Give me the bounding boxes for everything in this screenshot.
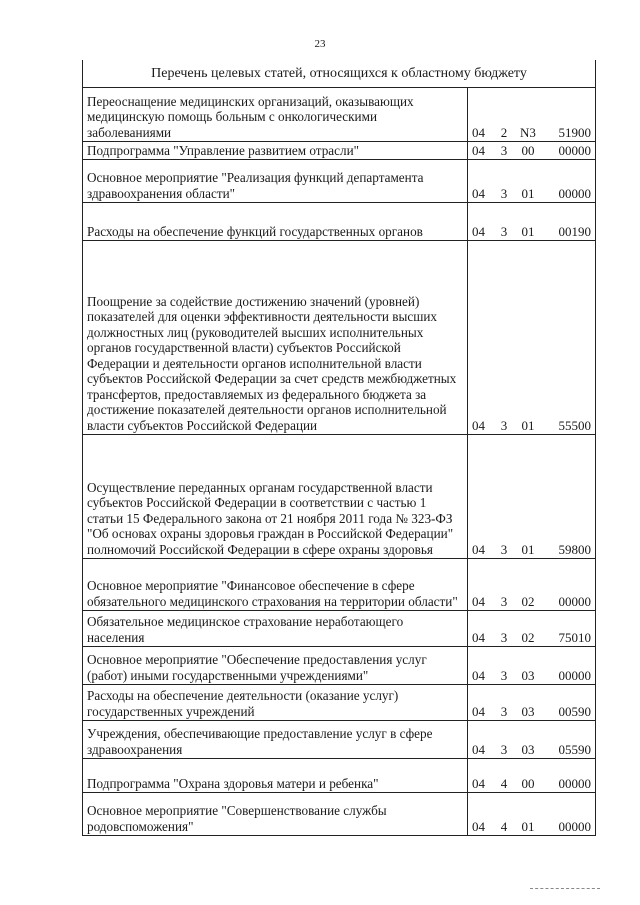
row-code [468,611,595,646]
code-event: 02 [521,630,535,645]
code-event: 01 [521,819,535,834]
code-program: 04 [472,418,485,433]
row-code [468,88,595,141]
scan-corner-mark [530,888,600,893]
code-subprogram: 3 [500,594,508,609]
row-description: Основное мероприятие "Обеспечение предоставления услуг (работ) иными государственными учреждениями" [83,647,468,684]
code-event: 00 [521,143,535,158]
code-program: 04 [472,819,485,834]
table-row [83,559,595,611]
code-direction: 00000 [558,143,591,158]
code-event: N3 [520,125,536,140]
row-description: Обязательное медицинское страхование неработающего населения [83,611,468,646]
code-program: 04 [472,776,485,791]
table-row [83,611,595,647]
code-subprogram: 3 [500,704,508,719]
code-event: 01 [521,542,535,557]
table-row [83,793,595,835]
row-code [468,203,595,240]
row-description: Расходы на обеспечение деятельности (оказание услуг) государственных учреждений [83,685,468,720]
code-event: 03 [521,668,535,683]
row-description: Расходы на обеспечение функций государственных органов [83,203,468,240]
code-program: 04 [472,594,485,609]
code-direction: 00590 [558,704,591,719]
table-row [83,759,595,793]
code-program: 04 [472,704,485,719]
row-description: Учреждения, обеспечивающие предоставление услуг в сфере здравоохранения [83,721,468,758]
row-description: Переоснащение медицинских организаций, оказывающих медицинскую помощь больным с онкологическими заболеваниями [83,88,468,141]
code-event: 01 [521,186,535,201]
row-description: Подпрограмма "Охрана здоровья матери и ребенка" [83,759,468,792]
code-direction: 00000 [558,819,591,834]
table-row [83,160,595,203]
code-event: 03 [521,704,535,719]
row-description: Подпрограмма "Управление развитием отрасли" [83,142,468,159]
page-number: 23 [314,38,326,50]
code-direction: 59800 [558,542,591,557]
row-code [468,685,595,720]
code-program: 04 [472,668,485,683]
row-code [468,241,595,434]
code-subprogram: 3 [500,418,508,433]
code-subprogram: 3 [500,630,508,645]
code-direction: 75010 [558,630,591,645]
table-row [83,142,595,160]
target-articles-table [82,60,596,836]
row-code [468,793,595,835]
code-subprogram: 3 [500,224,508,239]
code-direction: 00000 [558,668,591,683]
row-code [468,559,595,610]
code-program: 04 [472,742,485,757]
code-direction: 55500 [558,418,591,433]
table-row [83,647,595,685]
code-program: 04 [472,630,485,645]
code-subprogram: 3 [500,186,508,201]
table-row [83,435,595,559]
table-row [83,685,595,721]
code-direction: 00000 [558,594,591,609]
table-row [83,241,595,435]
code-event: 01 [521,418,535,433]
code-event: 03 [521,742,535,757]
code-event: 01 [521,224,535,239]
code-event: 02 [521,594,535,609]
row-description: Основное мероприятие "Совершенствование службы родовспоможения" [83,793,468,835]
table-row [83,203,595,241]
code-direction: 00000 [558,776,591,791]
row-code [468,435,595,558]
code-subprogram: 3 [500,143,508,158]
code-program: 04 [472,143,485,158]
table-title: Перечень целевых статей, относящихся к областному бюджету [83,60,595,88]
row-description: Осуществление переданных органам государственной власти субъектов Российской Федерации в соответствии с частью 1 статьи 15 Федерального закона от 21 ноября 2011 года № 323-ФЗ "Об основах охраны здоровья граждан в Российской Федерации" полномочий Российской Федерации в сфере охраны здоровья [83,435,468,558]
row-code [468,647,595,684]
row-code [468,759,595,792]
row-description: Основное мероприятие "Финансовое обеспечение в сфере обязательного медицинского страхования на территории области" [83,559,468,610]
row-code [468,721,595,758]
table-row [83,88,595,142]
row-description: Поощрение за содействие достижению значений (уровней) показателей для оценки эффективности деятельности высших должностных лиц (руководителей высших исполнительных органов государственной власти) субъектов Российской Федерации и деятельности органов исполнительной власти субъектов Российской Федерации за счет средств межбюджетных трансфертов, предоставляемых из федерального бюджета за достижение показателей деятельности органов исполнительной власти субъектов Российской Федерации [83,241,468,434]
code-direction: 00000 [558,186,591,201]
row-code [468,142,595,159]
code-program: 04 [472,224,485,239]
code-direction: 05590 [558,742,591,757]
code-program: 04 [472,542,485,557]
code-subprogram: 3 [500,668,508,683]
code-direction: 00190 [558,224,591,239]
code-subprogram: 3 [500,542,508,557]
code-direction: 51900 [558,125,591,140]
code-subprogram: 3 [500,742,508,757]
code-program: 04 [472,125,485,140]
table-row [83,721,595,759]
row-code [468,160,595,202]
code-program: 04 [472,186,485,201]
code-subprogram: 2 [500,125,508,140]
code-subprogram: 4 [500,776,508,791]
code-subprogram: 4 [500,819,508,834]
row-description: Основное мероприятие "Реализация функций департамента здравоохранения области" [83,160,468,202]
code-event: 00 [521,776,535,791]
